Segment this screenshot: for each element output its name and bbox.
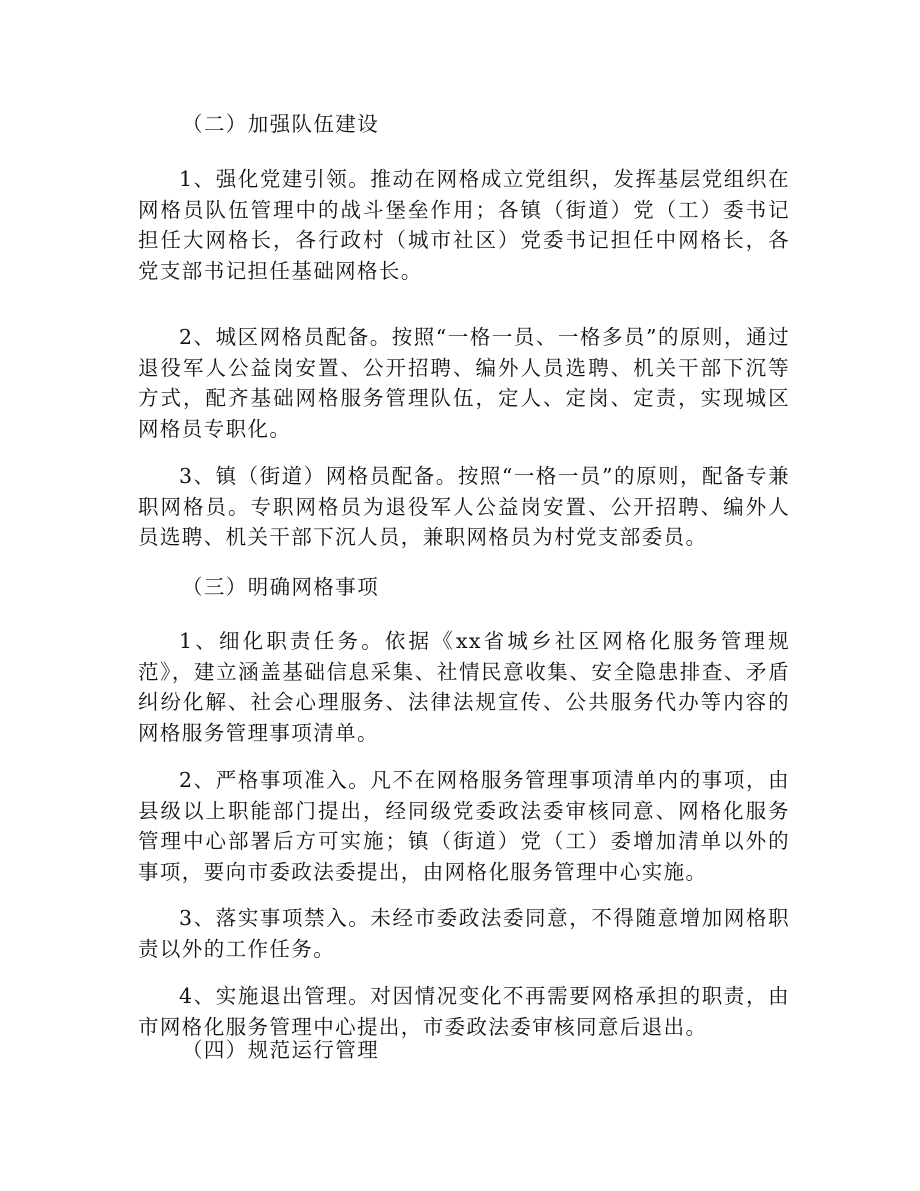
paragraph-town-grid-staffing: 3、镇（街道）网格员配备。按照“一格一员”的原则，配备专兼职网格员。专职网格员为退役军人公益岗安置、公开招聘、编外人员选聘、机关干部下沉人员，兼职网格员为村党支部委员。: [138, 464, 790, 550]
paragraph-party-leadership: 1、强化党建引领。推动在网格成立党组织，发挥基层党组织在网格员队伍管理中的战斗堡垒作用；各镇（街道）党（工）委书记担任大网格长，各行政村（城市社区）党委书记担任中网格长，各党支部书记担任基础网格长。: [138, 167, 790, 283]
paragraph-exit-management: 4、实施退出管理。对因情况变化不再需要网格承担的职责，由市网格化服务管理中心提出，市委政法委审核同意后退出。: [138, 984, 790, 1039]
paragraph-strict-access: 2、严格事项准入。凡不在网格服务管理事项清单内的事项，由县级以上职能部门提出，经同级党委政法委审核同意、网格化服务管理中心部署后方可实施；镇（街道）党（工）委增加清单以外的事项，要向市委政法委提出，由网格化服务管理中心实施。: [138, 768, 790, 884]
paragraph-refine-duties: 1、细化职责任务。依据《xx省城乡社区网格化服务管理规范》，建立涵盖基础信息采集、社情民意收集、安全隐患排查、矛盾纠纷化解、社会心理服务、法律法规宣传、公共服务代办等内容的网格服务管理事项清单。: [138, 629, 790, 745]
paragraph-urban-grid-staffing: 2、城区网格员配备。按照“一格一员、一格多员”的原则，通过退役军人公益岗安置、公开招聘、编外人员选聘、机关干部下沉等方式，配齐基础网格服务管理队伍，定人、定岗、定责，实现城区网格员专职化。: [138, 325, 790, 441]
section-heading-grid-matters: （三）明确网格事项: [182, 575, 380, 599]
paragraph-prohibit-entry: 3、落实事项禁入。未经市委政法委同意，不得随意增加网格职责以外的工作任务。: [138, 906, 790, 961]
section-heading-operation-management: （四）规范运行管理: [182, 1038, 380, 1062]
section-heading-team-building: （二）加强队伍建设: [182, 112, 380, 136]
